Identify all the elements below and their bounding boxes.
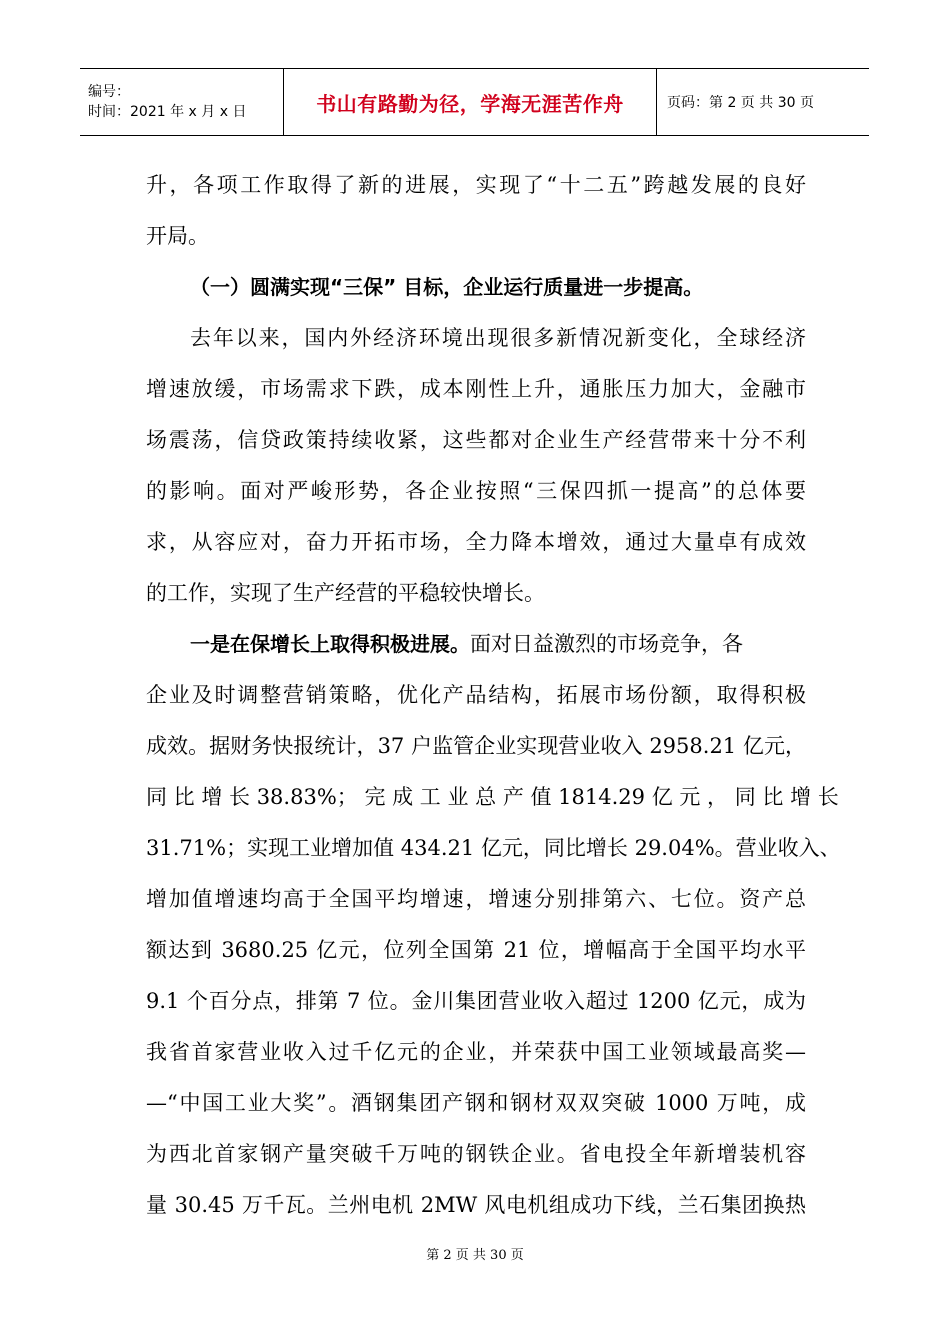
document-body: [146, 160, 841, 1231]
paragraph-line: 额达到 3680.25 亿元，位列全国第 21 位，增幅高于全国平均水平: [146, 938, 806, 962]
paragraph-line: 求，从容应对，奋力开拓市场，全力降本增效，通过大量卓有成效: [146, 530, 806, 554]
header-page-info: 页码：第 2 页 共 30 页: [667, 95, 814, 111]
paragraph-line: 增加值增速均高于全国平均增速，增速分别排第六、七位。资产总: [146, 887, 806, 911]
paragraph-line: —“中国工业大奖”。酒钢集团产钢和钢材双双突破 1000 万吨，成: [146, 1091, 806, 1115]
paragraph-line: 一是在保增长上取得积极进展。面对日益激烈的市场竞争，各: [190, 632, 743, 656]
paragraph-line: 去年以来，国内外经济环境出现很多新情况新变化，全球经济: [190, 326, 806, 350]
paragraph-line: 31.71%；实现工业增加值 434.21 亿元，同比增长 29.04%。营业收入、: [146, 836, 841, 860]
paragraph-line: 为西北首家钢产量突破千万吨的钢铁企业。省电投全年新增装机容: [146, 1142, 806, 1166]
footer-page-number: 第 2 页 共 30 页: [426, 1248, 524, 1263]
header-page-cell: [657, 69, 869, 135]
document-number-label: 编号：: [88, 84, 130, 100]
header-motto: 书山有路勤为径，学海无涯苦作舟: [316, 91, 624, 116]
paragraph-line: 企业及时调整营销策略，优化产品结构，拓展市场份额，取得积极: [146, 683, 806, 707]
paragraph-line: 同 比 增 长 38.83%； 完 成 工 业 总 产 值 1814.29 亿 元 ， 同 比 增 长: [146, 785, 839, 809]
bold-lead-in: 一是在保增长上取得积极进展。: [190, 632, 470, 656]
paragraph-line: 的影响。面对严峻形势，各企业按照“三保四抓一提高”的总体要: [146, 479, 806, 503]
paragraph-line: 的工作，实现了生产经营的平稳较快增长。: [146, 581, 545, 605]
paragraph-line: 我省首家营业收入过千亿元的企业，并荣获中国工业领域最高奖—: [146, 1040, 806, 1064]
paragraph-line: 增速放缓，市场需求下跌，成本刚性上升，通胀压力加大，金融市: [146, 377, 806, 401]
section-heading: （一）圆满实现“三保” 目标，企业运行质量进一步提高。: [190, 275, 704, 299]
header-meta-cell: [80, 69, 284, 135]
header-motto-cell: [284, 69, 657, 135]
paragraph-line: 升，各项工作取得了新的进展，实现了“十二五”跨越发展的良好: [146, 173, 806, 197]
page-footer: [0, 1244, 950, 1263]
header-table: [80, 68, 869, 136]
paragraph-line: 成效。据财务快报统计，37 户监管企业实现营业收入 2958.21 亿元，: [146, 734, 806, 758]
paragraph-line: 开局。: [146, 224, 209, 248]
paragraph-line: 量 30.45 万千瓦。兰州电机 2MW 风电机组成功下线，兰石集团换热: [146, 1193, 806, 1217]
document-time-label: 时间：2021 年 x 月 x 日: [88, 104, 247, 120]
paragraph-line: 9.1 个百分点，排第 7 位。金川集团营业收入超过 1200 亿元，成为: [146, 989, 806, 1013]
paragraph-line: 场震荡，信贷政策持续收紧，这些都对企业生产经营带来十分不利: [146, 428, 806, 452]
